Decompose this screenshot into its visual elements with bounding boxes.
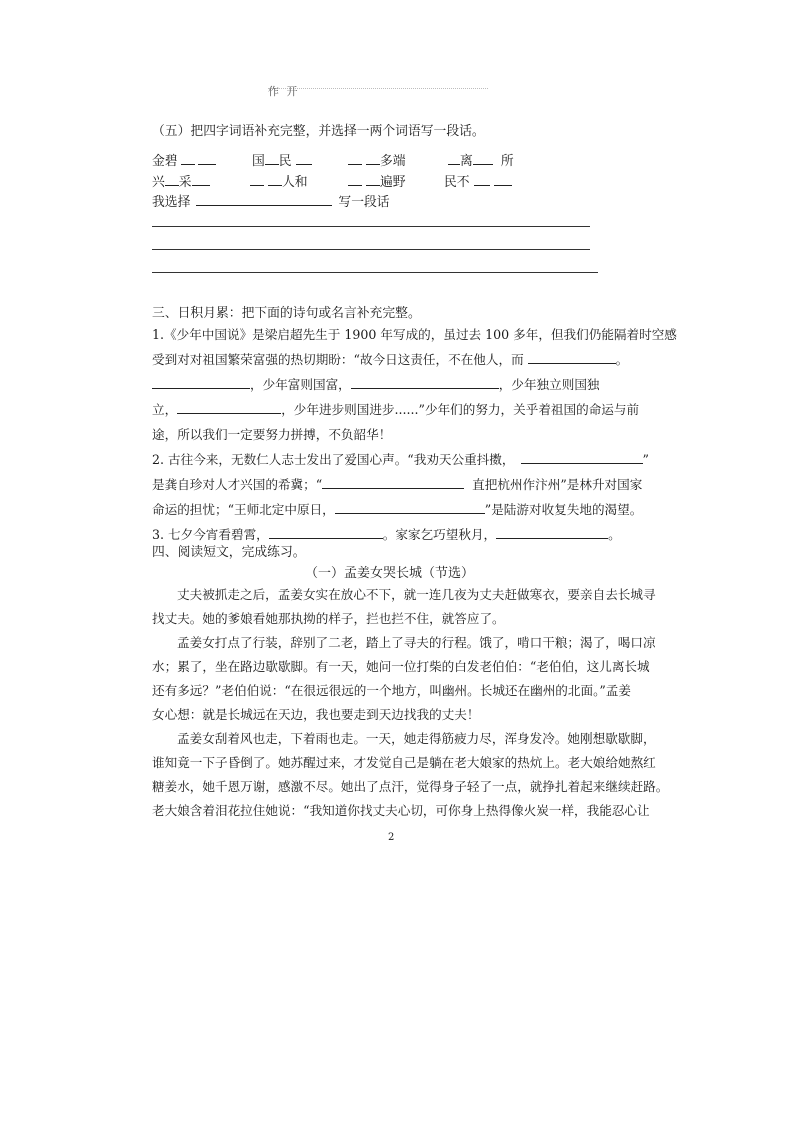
- idiom-6: 人和: [250, 171, 308, 190]
- q1-line4: 立， ，少年进步则国进步......”少年们的努力，关乎着祖国的命运与前: [152, 402, 640, 417]
- q1-line5: 途，所以我们一定要努力拼搏，不负韶华！: [152, 427, 392, 442]
- blank[interactable]: [366, 153, 380, 165]
- p3-line2: 谁知竟一下子昏倒了。她苏醒过来，才发觉自己是躺在老大娘家的热炕上。老大娘给她熬红: [152, 755, 656, 770]
- writing-line-1[interactable]: [152, 226, 590, 227]
- q3-line: 3. 七夕今宵看碧霄， 。家家乞巧望秋月， 。: [152, 527, 621, 542]
- idiom-4: 离 所: [448, 150, 514, 169]
- header-fragment: [268, 85, 488, 99]
- idiom-5: 兴 采: [152, 171, 210, 190]
- blank[interactable]: [296, 153, 312, 165]
- blank[interactable]: [528, 352, 616, 364]
- blank[interactable]: [474, 174, 490, 186]
- blank[interactable]: [250, 174, 264, 186]
- idiom-7: 遍野: [348, 171, 406, 190]
- blank[interactable]: [269, 527, 383, 539]
- writing-line-3[interactable]: [152, 272, 598, 273]
- section5-title: （五）把四字词语补充完整，并选择一两个词语写一段话。: [152, 124, 485, 139]
- blank[interactable]: [521, 452, 643, 464]
- writing-line-2[interactable]: [152, 249, 590, 250]
- p1-line2: 找丈夫。她的爹娘看她那执拗的样子，拦也拦不住，就答应了。: [152, 611, 505, 626]
- q1-line3: ，少年富则国富， ，少年独立则国独: [152, 372, 627, 397]
- q2-line1: 2. 古往今来，无数仁人志士发出了爱国心声。“我劝天公重抖擞， ”: [152, 452, 649, 467]
- section3-title: 三、日积月累：把下面的诗句或名言补充完整。: [152, 306, 421, 321]
- blank[interactable]: [348, 153, 362, 165]
- idiom-1: 金碧: [152, 150, 216, 169]
- idiom-3: 多端: [348, 150, 406, 169]
- q2-line3: 命运的担忧；“王师北定中原日， ”是陆游对收复失地的渴望。: [152, 502, 643, 517]
- p3-line3: 糖姜水，她千恩万谢，感激不尽。她出了点汗，觉得身子轻了一点，就挣扎着起来继续赶路。: [152, 779, 669, 794]
- section4-title: 四、阅读短文，完成练习。: [152, 545, 306, 560]
- blank[interactable]: [335, 502, 485, 514]
- p3-line1: 孟姜女刮着风也走，下着雨也走。一天，她走得筋疲力尽，浑身发冷。她刚想歇歇脚，: [177, 731, 656, 746]
- blank[interactable]: [448, 153, 460, 165]
- q1-line1: 1.《少年中国说》是梁启超先生于 1900 年写成的，虽过去 100 多年，但我们仍能隔着时空感: [152, 327, 677, 342]
- blank[interactable]: [322, 477, 464, 489]
- choose-blank[interactable]: [196, 194, 332, 206]
- p2-line3: 还有多远？”老伯伯说：“在很远很远的一个地方，叫幽州。长城还在幽州的北面。”孟姜: [152, 683, 631, 698]
- header-fragment-text: 作 开: [268, 85, 300, 98]
- blank[interactable]: [181, 153, 195, 165]
- p2-line2: 水；累了，坐在路边歇歇脚。有一天，她问一位打柴的白发老伯伯：“老伯伯，这儿离长城: [152, 659, 650, 674]
- blank[interactable]: [152, 377, 250, 389]
- blank[interactable]: [496, 527, 608, 539]
- idiom-2: 国 民: [252, 150, 312, 169]
- blank[interactable]: [192, 174, 210, 186]
- p3-line4: 老大娘含着泪花拉住她说：“我知道你找丈夫心切，可你身上热得像火炭一样，我能忍心让: [152, 803, 650, 818]
- blank[interactable]: [494, 174, 512, 186]
- blank[interactable]: [265, 153, 279, 165]
- blank[interactable]: [348, 174, 362, 186]
- blank[interactable]: [198, 153, 216, 165]
- p2-line1: 孟姜女打点了行装，辞别了二老，踏上了寻夫的行程。饿了，啃口干粮；渴了，喝口凉: [177, 635, 656, 650]
- blank[interactable]: [177, 402, 281, 414]
- page-number: 2: [388, 832, 395, 843]
- idiom-8: 民不: [444, 171, 512, 190]
- blank[interactable]: [165, 174, 179, 186]
- blank[interactable]: [351, 377, 499, 389]
- q1-line2: 受到对对祖国繁荣富强的热切期盼：“故今日这责任，不在他人，而 。: [152, 352, 629, 367]
- blank[interactable]: [366, 174, 380, 186]
- blank[interactable]: [268, 174, 282, 186]
- choose-line: 我选择 写一段话: [152, 195, 390, 210]
- p1-line1: 丈夫被抓走之后，孟姜女实在放心不下，就一连几夜为丈夫赶做寒衣，要亲自去长城寻: [177, 587, 656, 602]
- article-title: （一）孟姜女哭长城（节选）: [304, 566, 474, 581]
- q2-line2: 是龚自珍对人才兴国的希冀；“ 直把杭州作汴州”是林升对国家: [152, 477, 643, 492]
- blank[interactable]: [473, 153, 493, 165]
- p2-line4: 女心想：就是长城远在天边，我也要走到天边找我的丈夫！: [152, 707, 480, 722]
